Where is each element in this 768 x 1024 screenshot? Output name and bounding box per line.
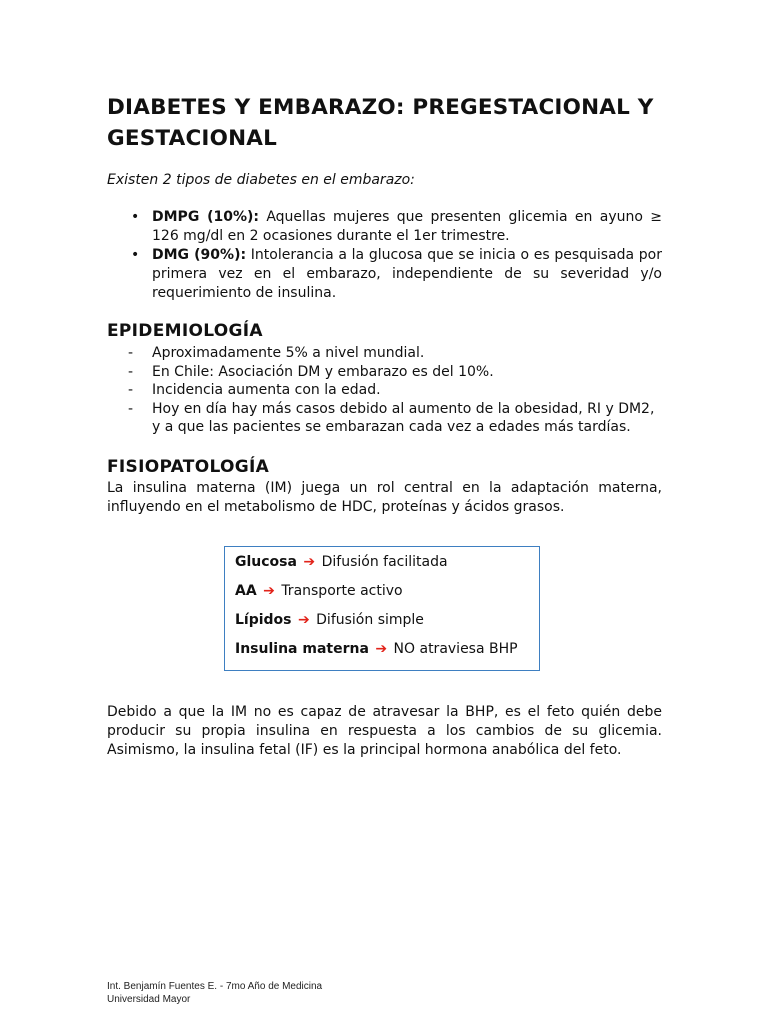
transport-row-glucosa xyxy=(235,552,448,572)
list-item-text: Incidencia aumenta con la edad. xyxy=(152,382,381,398)
list-item-text: En Chile: Asociación DM y embarazo es del 10%. xyxy=(152,363,494,380)
list-item xyxy=(107,400,662,437)
type-term: DMPG (10%): xyxy=(152,209,259,225)
type-term: DMG (90%): xyxy=(152,247,247,263)
transport-row-insulina xyxy=(235,639,518,659)
type-description: Aquellas mujeres que presenten glicemia en ayuno ≥ 126 mg/dl en 2 ocasiones durante el 1er trimestre. xyxy=(152,209,662,244)
transport-term: Glucosa xyxy=(235,554,297,570)
page-footer xyxy=(107,980,322,1006)
section-heading-fisiopatologia: FISIOPATOLOGÍA xyxy=(107,457,270,477)
dash-icon: - xyxy=(128,345,134,361)
list-item xyxy=(107,381,662,400)
transport-term: Insulina materna xyxy=(235,641,369,657)
list-item xyxy=(107,246,662,303)
arrow-right-icon: ➔ xyxy=(375,641,388,657)
transport-desc: Transporte activo xyxy=(281,583,403,599)
footer-institution: Universidad Mayor xyxy=(107,994,191,1005)
dash-icon: - xyxy=(128,382,134,398)
type-description: Intolerancia a la glucosa que se inicia o es pesquisada por primera vez en el embarazo, independiente de su severidad y/o requerimiento de insulina. xyxy=(152,247,663,301)
footer-author: Int. Benjamín Fuentes E. - 7mo Año de Medicina xyxy=(107,981,323,992)
list-item xyxy=(107,344,662,363)
transport-desc: NO atraviesa BHP xyxy=(393,641,518,657)
intro-text: Existen 2 tipos de diabetes en el embarazo: xyxy=(107,172,415,188)
arrow-right-icon: ➔ xyxy=(297,612,310,628)
list-item xyxy=(107,208,662,246)
bullet-icon: • xyxy=(131,247,140,263)
list-item-text: Hoy en día hay más casos debido al aumento de la obesidad, RI y DM2, y a que las pacientes se embarazan cada vez a edades más tardías. xyxy=(152,400,655,435)
transport-row-lipidos xyxy=(235,610,424,630)
list-item xyxy=(107,363,662,382)
fisiopatologia-paragraph: La insulina materna (IM) juega un rol central en la adaptación materna, influyendo en el metabolismo de HDC, proteínas y ácidos grasos. xyxy=(107,480,662,515)
arrow-right-icon: ➔ xyxy=(303,554,316,570)
dash-icon: - xyxy=(128,363,134,380)
closing-paragraph: Debido a que la IM no es capaz de atravesar la BHP, es el feto quién debe producir su propia insulina en respuesta a los cambios de su glicemia. Asimismo, la insulina fetal (IF) es la principal hormona anabólica del feto. xyxy=(107,704,662,758)
transport-desc: Difusión simple xyxy=(316,612,424,628)
epidemiologia-list xyxy=(107,344,662,437)
transport-term: Lípidos xyxy=(235,612,292,628)
bullet-icon: • xyxy=(131,209,140,225)
transport-term: AA xyxy=(235,583,257,599)
diabetes-types-list xyxy=(107,208,662,303)
section-heading-epidemiologia: EPIDEMIOLOGÍA xyxy=(107,321,263,341)
dash-icon: - xyxy=(128,400,134,417)
list-item-text: Aproximadamente 5% a nivel mundial. xyxy=(152,345,425,361)
arrow-right-icon: ➔ xyxy=(263,583,275,599)
transport-row-aa xyxy=(235,581,403,601)
transport-box xyxy=(224,546,540,671)
transport-desc: Difusión facilitada xyxy=(321,554,448,570)
document-title: DIABETES Y EMBARAZO: PREGESTACIONAL Y GESTACIONAL xyxy=(107,95,654,151)
